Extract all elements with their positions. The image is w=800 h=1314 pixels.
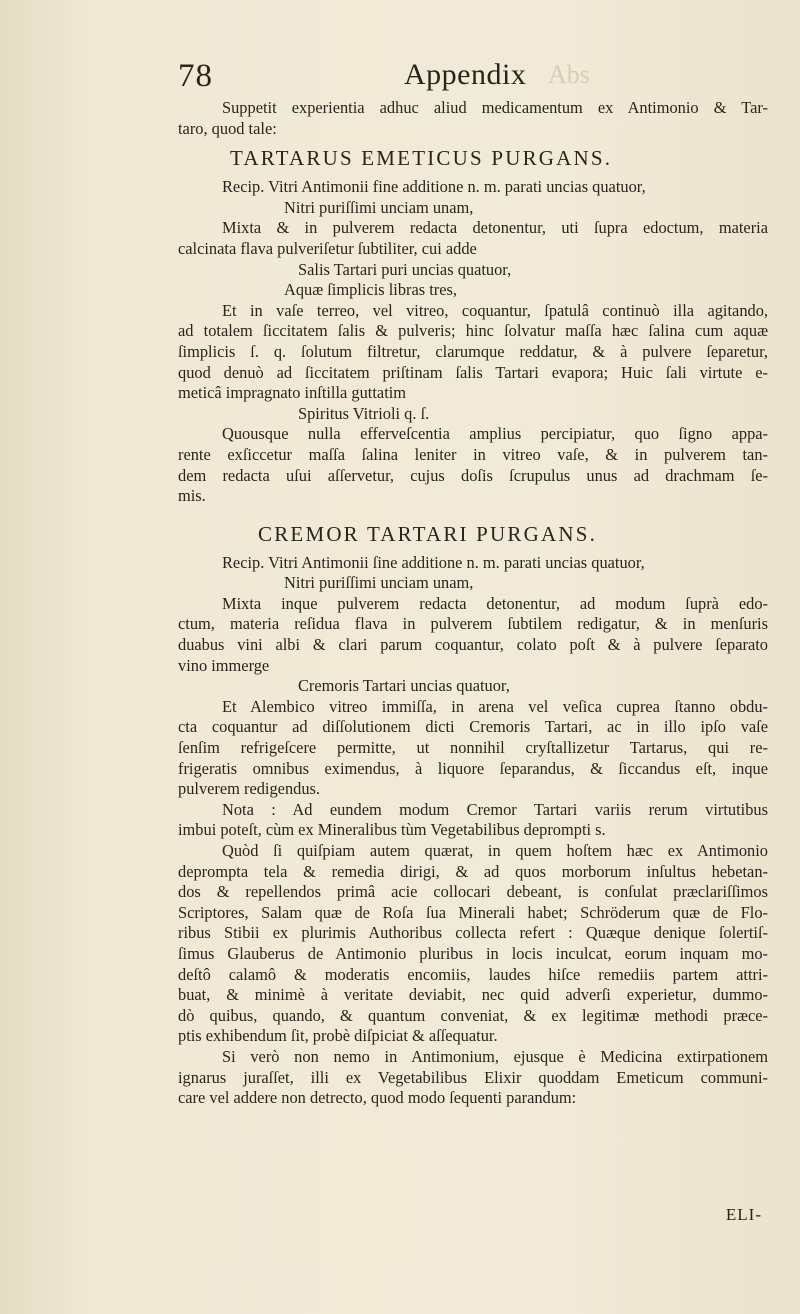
text-line: Mixta & in pulverem redacta detonentur, uti ſupra edoctum, materia xyxy=(222,218,768,238)
text-line: taro, quod tale: xyxy=(178,118,277,138)
section-intro xyxy=(178,98,768,139)
text-line: ſimplicis ſ. q. ſolutum filtretur, clarumque reddatur, & à pulvere ſeparetur, xyxy=(178,341,768,361)
text-line: deprompta tela & remedia dirigi, & ad quos morborum inſultus hebetan- xyxy=(178,861,768,881)
section-title: CREMOR TARTARI PURGANS. xyxy=(258,521,598,546)
text-line: Quòd ſi quiſpiam autem quærat, in quem hoſtem hæc ex Antimonio xyxy=(222,841,768,860)
text-line: deſtô calamô & moderatis encomiis, laudes hiſce remediis partem attri- xyxy=(178,964,768,984)
text-line: buat, & minimè à veritate deviabit, nec quid adverſi experietur, dummo- xyxy=(178,985,768,1005)
page-number: 78 xyxy=(178,58,213,94)
text-line: pulverem redigendus. xyxy=(178,779,321,799)
text-line: ad totalem ſiccitatem ſalis & pulveris; hinc ſolvatur maſſa hæc ſalina cum aquæ xyxy=(178,321,768,341)
text-line: quod denuò ad ſiccitatem priſtinam ſalis Tartari evapora; Huic ſali virtute e- xyxy=(178,362,768,382)
text-line: dò quibus, quando, & quantum conveniat, & ex legitimæ methodi præce- xyxy=(178,1005,768,1025)
text-line: imbui poteſt, cùm ex Mineralibus tùm Vegetabilibus deprompti s. xyxy=(178,820,606,840)
text-line: Nota : Ad eundem modum Cremor Tartari variis rerum virtutibus xyxy=(222,799,768,819)
text-line: dos & repellendos primâ acie collocari debeant, is conſulat præclariſſimos xyxy=(178,882,768,902)
catchword: ELI- xyxy=(725,1205,762,1224)
text-line: Recip. Vitri Antimonii ſine additione n. m. parati uncias quatuor, xyxy=(222,552,645,572)
text-line: Si verò non nemo in Antimonium, ejusque è Medicina extirpationem xyxy=(222,1046,768,1066)
recipe-cremor-tartari xyxy=(178,553,768,1109)
text-line: ribus Stibii ex plurimis Authoribus collecta refert : Quæque denique ſolertiſ- xyxy=(178,923,768,943)
text-line: Recip. Vitri Antimonii fine additione n. m. parati uncias quatuor, xyxy=(222,177,646,197)
text-line: Nitri puriſſimi unciam unam, xyxy=(284,197,474,217)
text-line: ſenſim refrigeſcere permitte, ut nonnihil cryſtallizetur Tartarus, qui re- xyxy=(178,738,768,758)
text-line: Spiritus Vitrioli q. ſ. xyxy=(298,403,430,423)
text-line: Salis Tartari puri uncias quatuor, xyxy=(298,259,512,279)
text-block xyxy=(178,58,768,1109)
text-line: Et in vaſe terreo, vel vitreo, coquantur, ſpatulâ continuò illa agitando, xyxy=(222,300,768,320)
text-line: ptis exhibendum ſit, probè diſpiciat & aſſequatur. xyxy=(178,1026,498,1046)
text-line: frigeratis omnibus eximendus, à liquore ſeparandus, & ſiccandus eſt, inque xyxy=(178,758,768,778)
bleed-through-text: Abs xyxy=(548,60,590,89)
text-line: vino immerge xyxy=(178,655,270,675)
text-line: Quousque nulla efferveſcentia amplius percipiatur, quo ſigno appa- xyxy=(222,424,768,444)
text-line: meticâ impragnato inſtilla guttatim xyxy=(178,383,407,403)
text-line: Et Alembico vitreo immiſſa, in arena vel veſica cuprea ſtanno obdu- xyxy=(222,696,768,716)
text-line: dem redacta uſui aſſervetur, cujus doſis ſcrupulus unus ad drachmam ſe- xyxy=(178,465,768,485)
text-line: Scriptores, Salam quæ de Roſa ſua Minerali habet; Schröderum quæ de Flo- xyxy=(178,902,768,922)
running-head: Appendix xyxy=(404,58,527,91)
text-line: rente exſiccetur maſſa ſalina leniter in vitreo vaſe, & in pulverem tan- xyxy=(178,444,768,464)
text-line: ctum, materia reſidua flava in pulverem ſubtilem redigatur, & in menſuris xyxy=(178,614,768,634)
text-line: Mixta inque pulverem redacta detonentur, ad modum ſuprà edo- xyxy=(222,593,768,613)
page-header xyxy=(178,58,768,98)
text-line: calcinata flava pulveriſetur ſubtiliter, cui adde xyxy=(178,238,477,258)
text-line: Suppetit experientia adhuc aliud medicamentum ex Antimonio & Tar- xyxy=(222,98,768,117)
text-line: Aquæ ſimplicis libras tres, xyxy=(284,280,457,300)
text-line: mis. xyxy=(178,486,206,506)
text-line: Nitri puriſſimi unciam unam, xyxy=(284,573,474,593)
text-line: ignarus juraſſet, illi ex Vegetabilibus Elixir quoddam Emeticum communi- xyxy=(178,1067,768,1087)
recipe-tartarus-emeticus xyxy=(178,177,768,507)
text-line: cta coquantur ad diſſolutionem dicti Cremoris Tartari, ac in illo ipſo vaſe xyxy=(178,717,768,737)
text-line: duabus vini albi & clari parum coquantur, colato poſt & à pulvere ſeparato xyxy=(178,635,768,655)
text-line: Cremoris Tartari uncias quatuor, xyxy=(298,676,510,696)
text-line: care vel addere non detrecto, quod modo ſequenti parandum: xyxy=(178,1088,577,1108)
text-line: ſimus Glauberus de Antimonio pluribus in locis inculcat, eorum inquam mo- xyxy=(178,943,768,963)
section-title: TARTARUS EMETICUS PURGANS. xyxy=(230,146,613,171)
